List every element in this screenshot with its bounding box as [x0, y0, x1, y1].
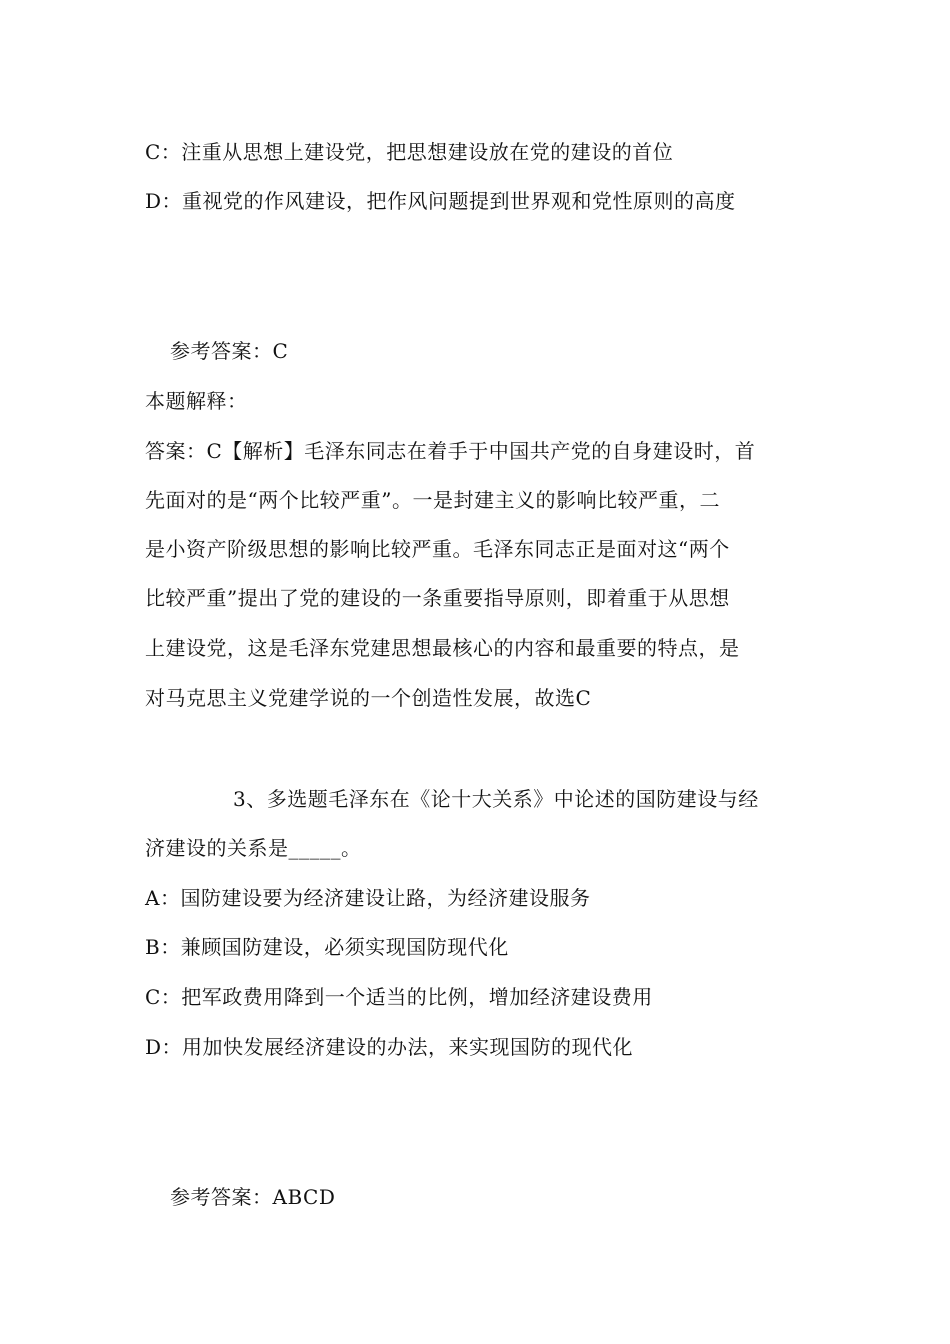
q3-option-c: C：把军政费用降到一个适当的比例，增加经济建设费用 — [145, 985, 653, 1009]
q2-explanation-line: 是小资产阶级思想的影响比较严重。毛泽东同志正是面对这“两个 — [145, 537, 730, 561]
q3-stem-line: 3、多选题毛泽东在《论十大关系》中论述的国防建设与经 — [233, 787, 759, 811]
q2-explanation-line: 先面对的是“两个比较严重”。一是封建主义的影响比较严重，二 — [145, 488, 720, 512]
q2-option-c: C：注重从思想上建设党，把思想建设放在党的建设的首位 — [145, 140, 674, 164]
q2-explanation-line: 比较严重”提出了党的建设的一条重要指导原则，即着重于从思想 — [145, 586, 730, 610]
q2-explanation-heading: 本题解释： — [145, 389, 248, 413]
q2-option-d: D：重视党的作风建设，把作风问题提到世界观和党性原则的高度 — [145, 189, 736, 213]
q3-option-d: D：用加快发展经济建设的办法，来实现国防的现代化 — [145, 1035, 634, 1059]
q3-option-a: A：国防建设要为经济建设让路，为经济建设服务 — [145, 886, 591, 910]
q3-option-b: B：兼顾国防建设，必须实现国防现代化 — [145, 935, 509, 959]
q2-explanation-line: 上建设党，这是毛泽东党建思想最核心的内容和最重要的特点，是 — [145, 636, 740, 660]
q2-explanation-line: 对马克思主义党建学说的一个创造性发展，故选C — [145, 686, 592, 710]
q2-reference-answer: 参考答案：C — [170, 339, 289, 363]
q3-reference-answer: 参考答案：ABCD — [170, 1185, 336, 1209]
q3-stem-line: 济建设的关系是_____。 — [145, 836, 362, 860]
q2-explanation-line: 答案：C【解析】毛泽东同志在着手于中国共产党的自身建设时，首 — [145, 439, 756, 463]
